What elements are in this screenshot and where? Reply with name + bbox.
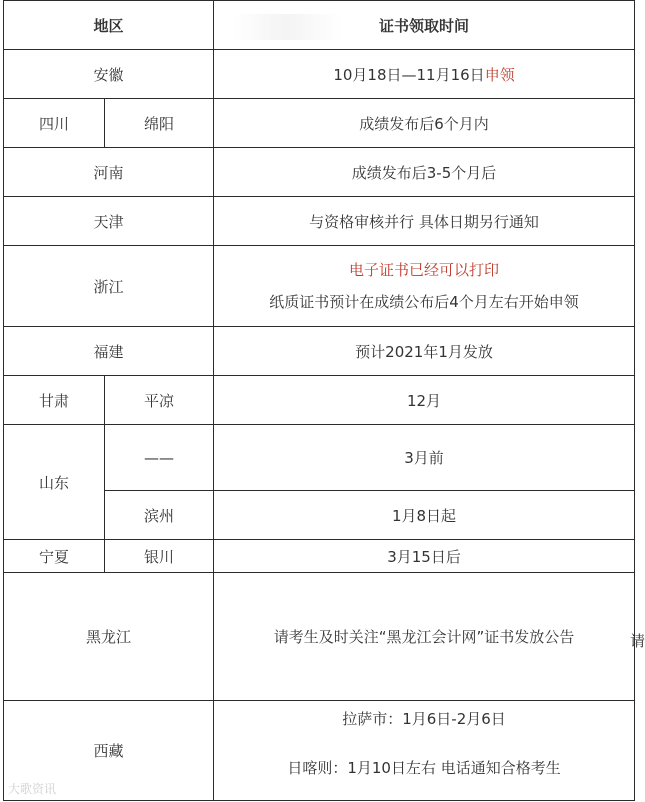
region-cell: 浙江 bbox=[4, 246, 214, 327]
time-accent-text: 申领 bbox=[484, 65, 515, 84]
province-cell: 山东 bbox=[4, 425, 105, 540]
region-cell: 安徽 bbox=[4, 50, 214, 99]
time-cell: 3月前 bbox=[214, 425, 635, 491]
city-cell: 绵阳 bbox=[105, 99, 214, 148]
table-row bbox=[4, 376, 635, 425]
province-cell: 宁夏 bbox=[4, 540, 105, 573]
time-cell: 成绩发布后6个月内 bbox=[214, 99, 635, 148]
time-cell: 1月8日起 bbox=[214, 491, 635, 540]
region-cell: 河南 bbox=[4, 148, 214, 197]
time-line-1: 电子证书已经可以打印 bbox=[349, 261, 500, 279]
time-cell: 与资格审核并行 具体日期另行通知 bbox=[214, 197, 635, 246]
header-row bbox=[4, 1, 635, 50]
time-text: 10月18日—11月16日 bbox=[333, 65, 485, 84]
city-cell: 滨州 bbox=[105, 491, 214, 540]
region-cell: 黑龙江 bbox=[4, 573, 214, 701]
header-region: 地区 bbox=[4, 1, 214, 50]
time-cell bbox=[214, 246, 635, 327]
city-cell: —— bbox=[105, 425, 214, 491]
table-row bbox=[4, 573, 635, 701]
time-line-1: 拉萨市：1月6日-2月6日 bbox=[342, 709, 506, 728]
time-line-2: 纸质证书预计在成绩公布后4个月左右开始申领 bbox=[269, 293, 579, 311]
table-row bbox=[4, 327, 635, 376]
city-cell: 平凉 bbox=[105, 376, 214, 425]
table-row bbox=[4, 50, 635, 99]
city-cell: 银川 bbox=[105, 540, 214, 573]
time-line-2: 日喀则：1月10日左右 电话通知合格考生 bbox=[287, 758, 561, 777]
time-cell bbox=[214, 50, 635, 99]
time-cell bbox=[214, 701, 635, 801]
table-row bbox=[4, 425, 635, 491]
header-time: 证书领取时间 bbox=[214, 1, 635, 50]
table-row bbox=[4, 540, 635, 573]
table-row bbox=[4, 197, 635, 246]
region-cell: 西藏 bbox=[4, 701, 214, 801]
certificate-table bbox=[3, 0, 645, 801]
watermark-logo: 大歌资讯 bbox=[8, 782, 57, 796]
time-cell: 12月 bbox=[214, 376, 635, 425]
overflow-text: 请 bbox=[630, 632, 645, 650]
province-cell: 四川 bbox=[4, 99, 105, 148]
table-row bbox=[4, 99, 635, 148]
time-cell: 3月15日后 bbox=[214, 540, 635, 573]
table-row bbox=[4, 246, 635, 327]
province-cell: 甘肃 bbox=[4, 376, 105, 425]
region-cell: 天津 bbox=[4, 197, 214, 246]
table-row bbox=[4, 148, 635, 197]
time-cell: 请考生及时关注“黑龙江会计网”证书发放公告 bbox=[214, 573, 635, 701]
time-cell: 预计2021年1月发放 bbox=[214, 327, 635, 376]
region-cell: 福建 bbox=[4, 327, 214, 376]
table-row bbox=[4, 701, 635, 801]
time-cell: 成绩发布后3-5个月后 bbox=[214, 148, 635, 197]
